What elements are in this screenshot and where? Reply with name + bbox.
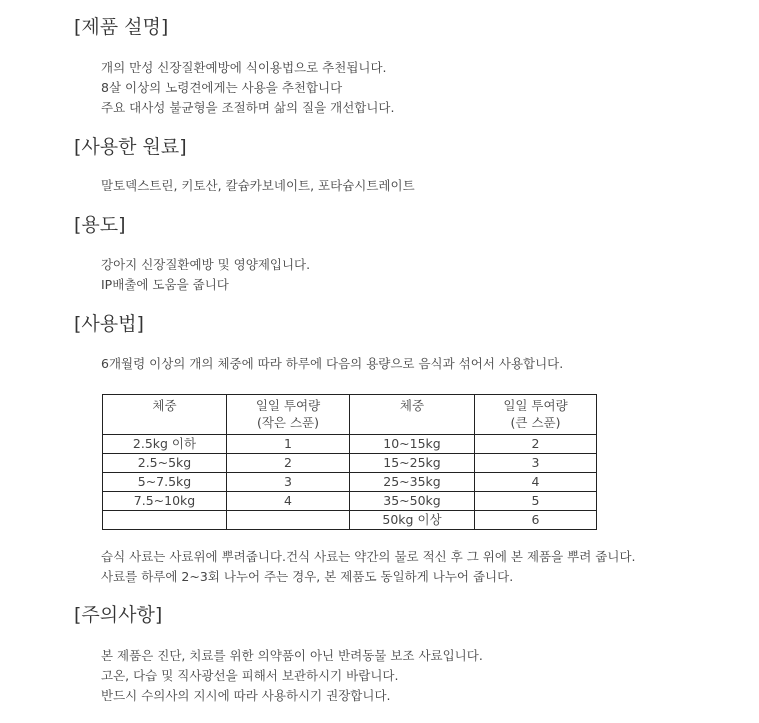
table-cell: 4 (227, 492, 350, 511)
text-line: 고온, 다습 및 직사광선을 피해서 보관하시기 바랍니다. (101, 668, 399, 683)
text-line: 6개월령 이상의 개의 체중에 따라 하루에 다음의 용량으로 음식과 섞어서 사용합니다. (101, 356, 564, 371)
table-cell: 25~35kg (350, 473, 475, 492)
text-line: 8살 이상의 노령견에게는 사용을 추천합니다 (101, 80, 343, 95)
table-cell: 5~7.5kg (103, 473, 227, 492)
text-line: 말토덱스트린, 키토산, 칼슘카보네이트, 포타슘시트레이트 (101, 178, 415, 193)
table-cell (103, 511, 227, 530)
table-cell: 6 (475, 511, 597, 530)
usage-intro-text (101, 354, 563, 374)
table-cell: 4 (475, 473, 597, 492)
purpose-text (101, 255, 310, 295)
table-cell: 10~15kg (350, 435, 475, 454)
text-line: IP배출에 도움을 줍니다 (101, 277, 229, 292)
table-cell: 3 (475, 454, 597, 473)
text-line: 본 제품은 진단, 치료를 위한 의약품이 아닌 반려동물 보조 사료입니다. (101, 648, 483, 663)
dosage-table (102, 394, 597, 530)
text-line: 반드시 수의사의 지시에 따라 사용하시기 권장합니다. (101, 688, 391, 703)
text-line: 주요 대사성 불균형을 조절하며 삶의 질을 개선합니다. (101, 100, 395, 115)
product-description-text (101, 58, 394, 118)
dosage-table-header-row (103, 395, 597, 435)
table-cell (227, 511, 350, 530)
text-line: 사료를 하루에 2~3회 나누어 주는 경우, 본 제품도 동일하게 나누어 줍니다. (101, 569, 514, 584)
text-line: 습식 사료는 사료위에 뿌려줍니다.건식 사료는 약간의 물로 적신 후 그 위에 본 제품을 뿌려 줍니다. (101, 549, 636, 564)
table-row (103, 492, 597, 511)
table-cell: 2.5~5kg (103, 454, 227, 473)
table-cell: 2.5kg 이하 (103, 435, 227, 454)
section-heading-precautions: [주의사항] (74, 604, 163, 626)
table-cell: 2 (227, 454, 350, 473)
section-heading-usage: [사용법] (74, 313, 144, 335)
table-cell: 35~50kg (350, 492, 475, 511)
header-dose-small-spoon: 일일 투여량 (작은 스푼) (227, 395, 350, 435)
table-cell: 15~25kg (350, 454, 475, 473)
table-cell: 1 (227, 435, 350, 454)
header-dose-large-spoon: 일일 투여량 (큰 스푼) (475, 395, 597, 435)
section-heading-ingredients: [사용한 원료] (74, 136, 187, 158)
precautions-text (101, 646, 483, 706)
text-line: 개의 만성 신장질환예방에 식이용법으로 추천됩니다. (101, 60, 387, 75)
table-row (103, 473, 597, 492)
section-heading-purpose: [용도] (74, 214, 126, 236)
section-heading-product-description: [제품 설명] (74, 16, 169, 38)
table-cell: 50kg 이상 (350, 511, 475, 530)
table-cell: 3 (227, 473, 350, 492)
header-weight: 체중 (350, 395, 475, 435)
table-row (103, 511, 597, 530)
table-cell: 2 (475, 435, 597, 454)
table-row (103, 435, 597, 454)
usage-notes-text (101, 547, 636, 587)
ingredients-text (101, 176, 415, 196)
table-cell: 5 (475, 492, 597, 511)
table-cell: 7.5~10kg (103, 492, 227, 511)
header-weight: 체중 (103, 395, 227, 435)
table-row (103, 454, 597, 473)
text-line: 강아지 신장질환예방 및 영양제입니다. (101, 257, 311, 272)
